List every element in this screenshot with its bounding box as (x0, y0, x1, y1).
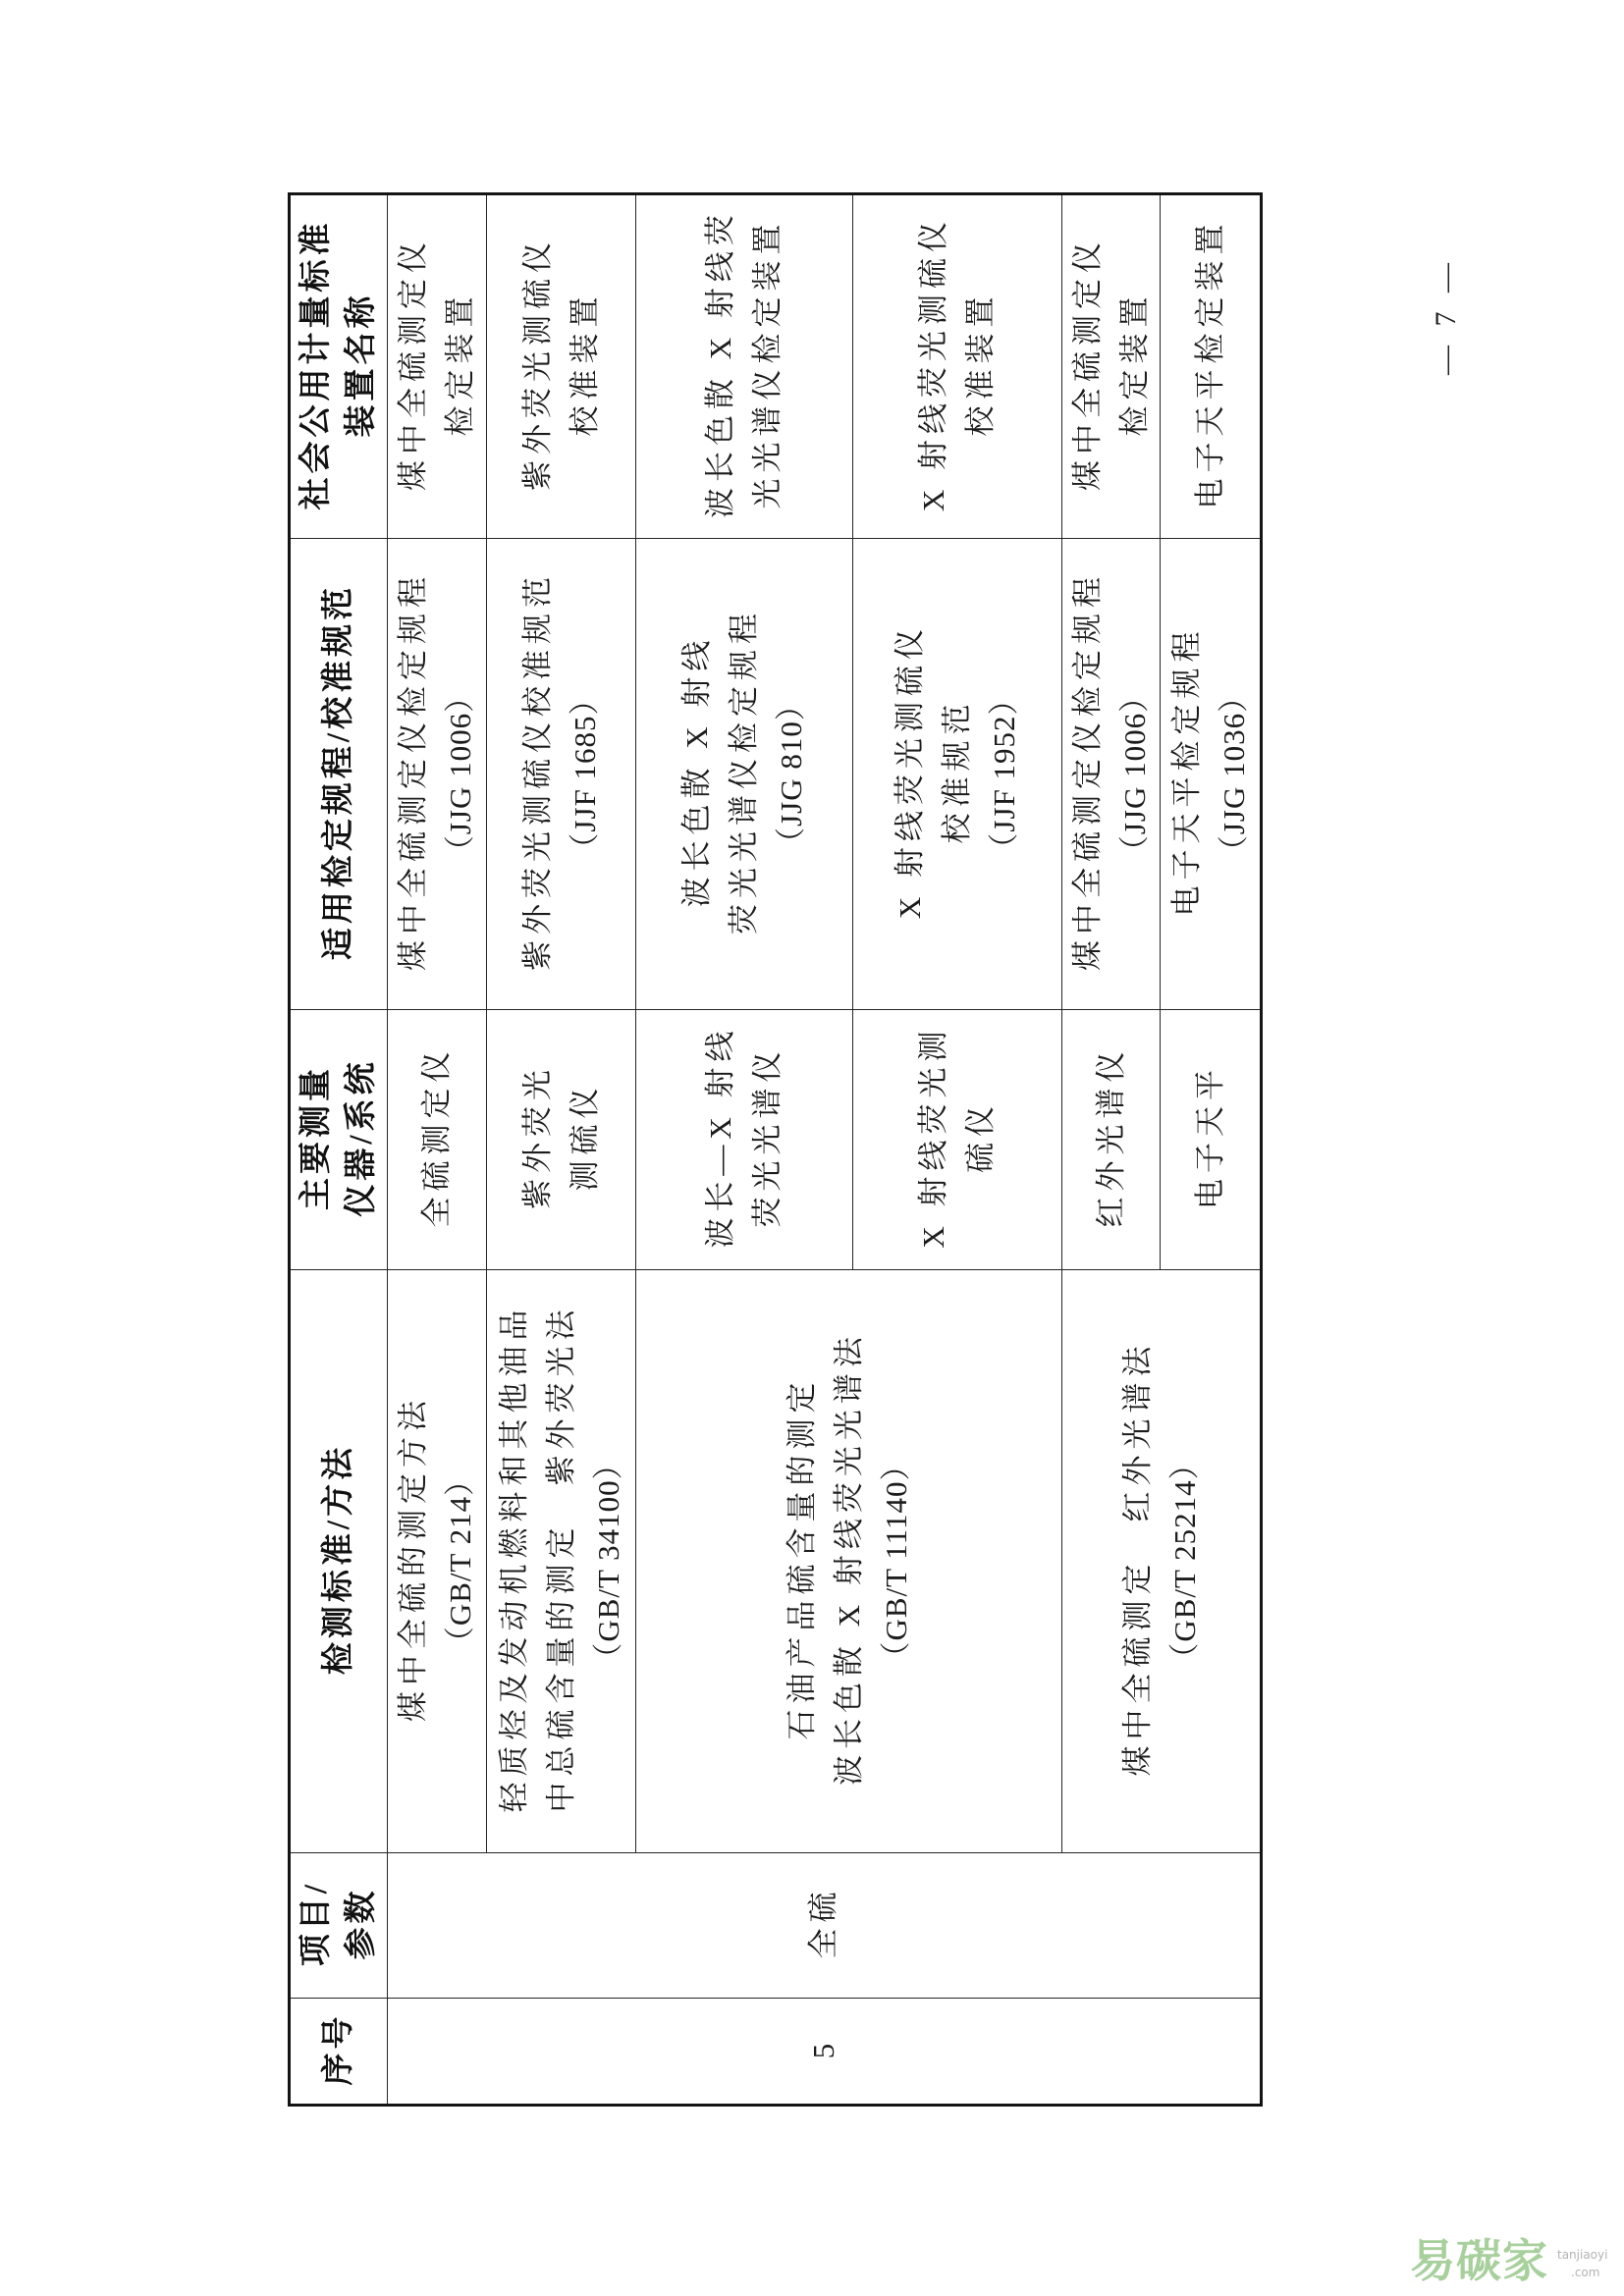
standard-cell (636, 194, 853, 539)
instrument-line: 波长—X 射线 (703, 1025, 737, 1249)
method-code: （GB/T 25214） (1166, 1448, 1202, 1674)
header-item-line: 参数 (344, 1887, 379, 1960)
header-item (290, 1853, 388, 1999)
header-instrument (290, 1010, 388, 1270)
instrument-line: 硫仪 (963, 1100, 998, 1173)
regulation-cell (636, 539, 853, 1010)
standard-line: 煤中全硫测定仪 (1069, 237, 1105, 491)
standard-line: 光光谱仪检定装置 (750, 218, 785, 509)
method-cell (388, 1270, 487, 1853)
header-method (290, 1270, 388, 1853)
rotated-table-container (288, 195, 1260, 2107)
regulation-line: 校准规范 (940, 698, 974, 844)
header-regulation (290, 539, 388, 1010)
regulation-cell (1062, 539, 1161, 1010)
watermark-domain-suffix: .com (1571, 2266, 1600, 2279)
header-instrument-line: 仪器/系统 (344, 1058, 379, 1217)
standard-line: 检定装置 (443, 291, 477, 437)
instrument-cell (388, 1010, 487, 1270)
page-number: — 7 — (1430, 257, 1462, 375)
instrument-line: 测硫仪 (567, 1082, 602, 1192)
standard-line: 煤中全硫测定仪 (396, 237, 430, 491)
header-seq (290, 1999, 388, 2106)
standard-line: X 射线荧光测硫仪 (916, 215, 950, 512)
method-line: 煤中全硫测定 红外光谱法 (1119, 1340, 1155, 1777)
instrument-cell (636, 1010, 853, 1270)
regulation-code: （JJF 1952） (987, 683, 1021, 864)
regulation-cell (388, 539, 487, 1010)
table-row (487, 194, 636, 2106)
header-instrument-line: 主要测量 (298, 1065, 334, 1210)
instrument-line: 全硫测定仪 (419, 1045, 454, 1228)
instrument-line: 紫外荧光 (519, 1064, 555, 1209)
header-item-line: 项目/ (298, 1880, 334, 1967)
regulation-code: （JJF 1685） (567, 683, 602, 864)
method-code: （GB/T 11140） (878, 1449, 913, 1673)
standard-cell (1161, 194, 1262, 539)
instrument-line: 电子天平 (1192, 1064, 1227, 1209)
item-name: 全硫 (806, 1886, 840, 1959)
method-line: 石油产品硫含量的测定 (784, 1376, 819, 1740)
method-cell (487, 1270, 636, 1853)
standard-line: 校准装置 (963, 291, 998, 437)
regulation-code: （JJG 1006） (443, 680, 477, 867)
method-line: 中总硫含量的测定 紫外荧光法 (543, 1304, 578, 1813)
header-standard-line: 装置名称 (344, 292, 379, 438)
instrument-cell (853, 1010, 1062, 1270)
seq-number: 5 (806, 2042, 840, 2059)
header-seq-text: 序号 (321, 2012, 356, 2086)
regulation-cell (487, 539, 636, 1010)
regulation-code: （JJG 810） (774, 689, 808, 858)
method-line: 轻质烃及发动机燃料和其他油品 (496, 1304, 531, 1813)
regulation-line: 荧光光谱仪检定规程 (727, 608, 761, 934)
regulation-line: 紫外荧光测硫仪校准规范 (519, 571, 555, 971)
table-row (636, 194, 853, 2106)
method-cell (636, 1270, 1062, 1853)
regulation-line: X 射线荧光测硫仪 (893, 622, 927, 920)
regulation-code: （JJG 1006） (1116, 680, 1152, 867)
header-method-text: 检测标准/方法 (321, 1443, 356, 1676)
standard-cell (1062, 194, 1161, 539)
standard-cell (388, 194, 487, 539)
seq-cell (388, 1999, 1262, 2106)
header-standard (290, 194, 388, 539)
regulation-cell (1161, 539, 1262, 1010)
standard-line: 检定装置 (1116, 291, 1152, 437)
regulation-line: 波长色散 X 射线 (679, 634, 714, 908)
instrument-cell (1062, 1010, 1161, 1270)
standard-line: 紫外荧光测硫仪 (519, 237, 555, 491)
instrument-cell (487, 1010, 636, 1270)
sulfur-standards-table (288, 192, 1263, 2107)
instrument-line: 荧光光谱仪 (750, 1045, 785, 1228)
instrument-line: X 射线荧光测 (916, 1025, 950, 1249)
watermark-domain: tanjiaoyi (1557, 2248, 1608, 2262)
method-code: （GB/T 214） (443, 1464, 477, 1658)
method-line: 波长色散 X 射线荧光光谱法 (831, 1331, 866, 1786)
method-line: 煤中全硫的测定方法 (396, 1395, 430, 1722)
standard-cell (487, 194, 636, 539)
standard-cell (853, 194, 1062, 539)
item-cell (388, 1853, 1262, 1999)
regulation-line: 煤中全硫测定仪检定规程 (1069, 571, 1105, 971)
regulation-code: （JJG 1036） (1216, 680, 1251, 867)
method-cell (1062, 1270, 1262, 1853)
table-header-row (290, 194, 388, 2106)
header-standard-line: 社会公用计量标准 (298, 219, 334, 510)
standard-line: 电子天平检定装置 (1192, 218, 1227, 509)
regulation-cell (853, 539, 1062, 1010)
watermark-logo: 易碳家 (1410, 2236, 1548, 2286)
method-code: （GB/T 34100） (590, 1448, 625, 1674)
table-row (388, 194, 487, 2106)
regulation-line: 煤中全硫测定仪检定规程 (396, 571, 430, 971)
instrument-cell (1161, 1010, 1262, 1270)
table-row (1062, 194, 1161, 2106)
standard-line: 校准装置 (567, 291, 602, 437)
standard-line: 波长色散 X 射线荧 (703, 209, 737, 518)
regulation-line: 电子天平检定规程 (1168, 625, 1204, 917)
header-regulation-text: 适用检定规程/校准规范 (321, 583, 356, 961)
instrument-line: 红外光谱仪 (1093, 1045, 1128, 1228)
